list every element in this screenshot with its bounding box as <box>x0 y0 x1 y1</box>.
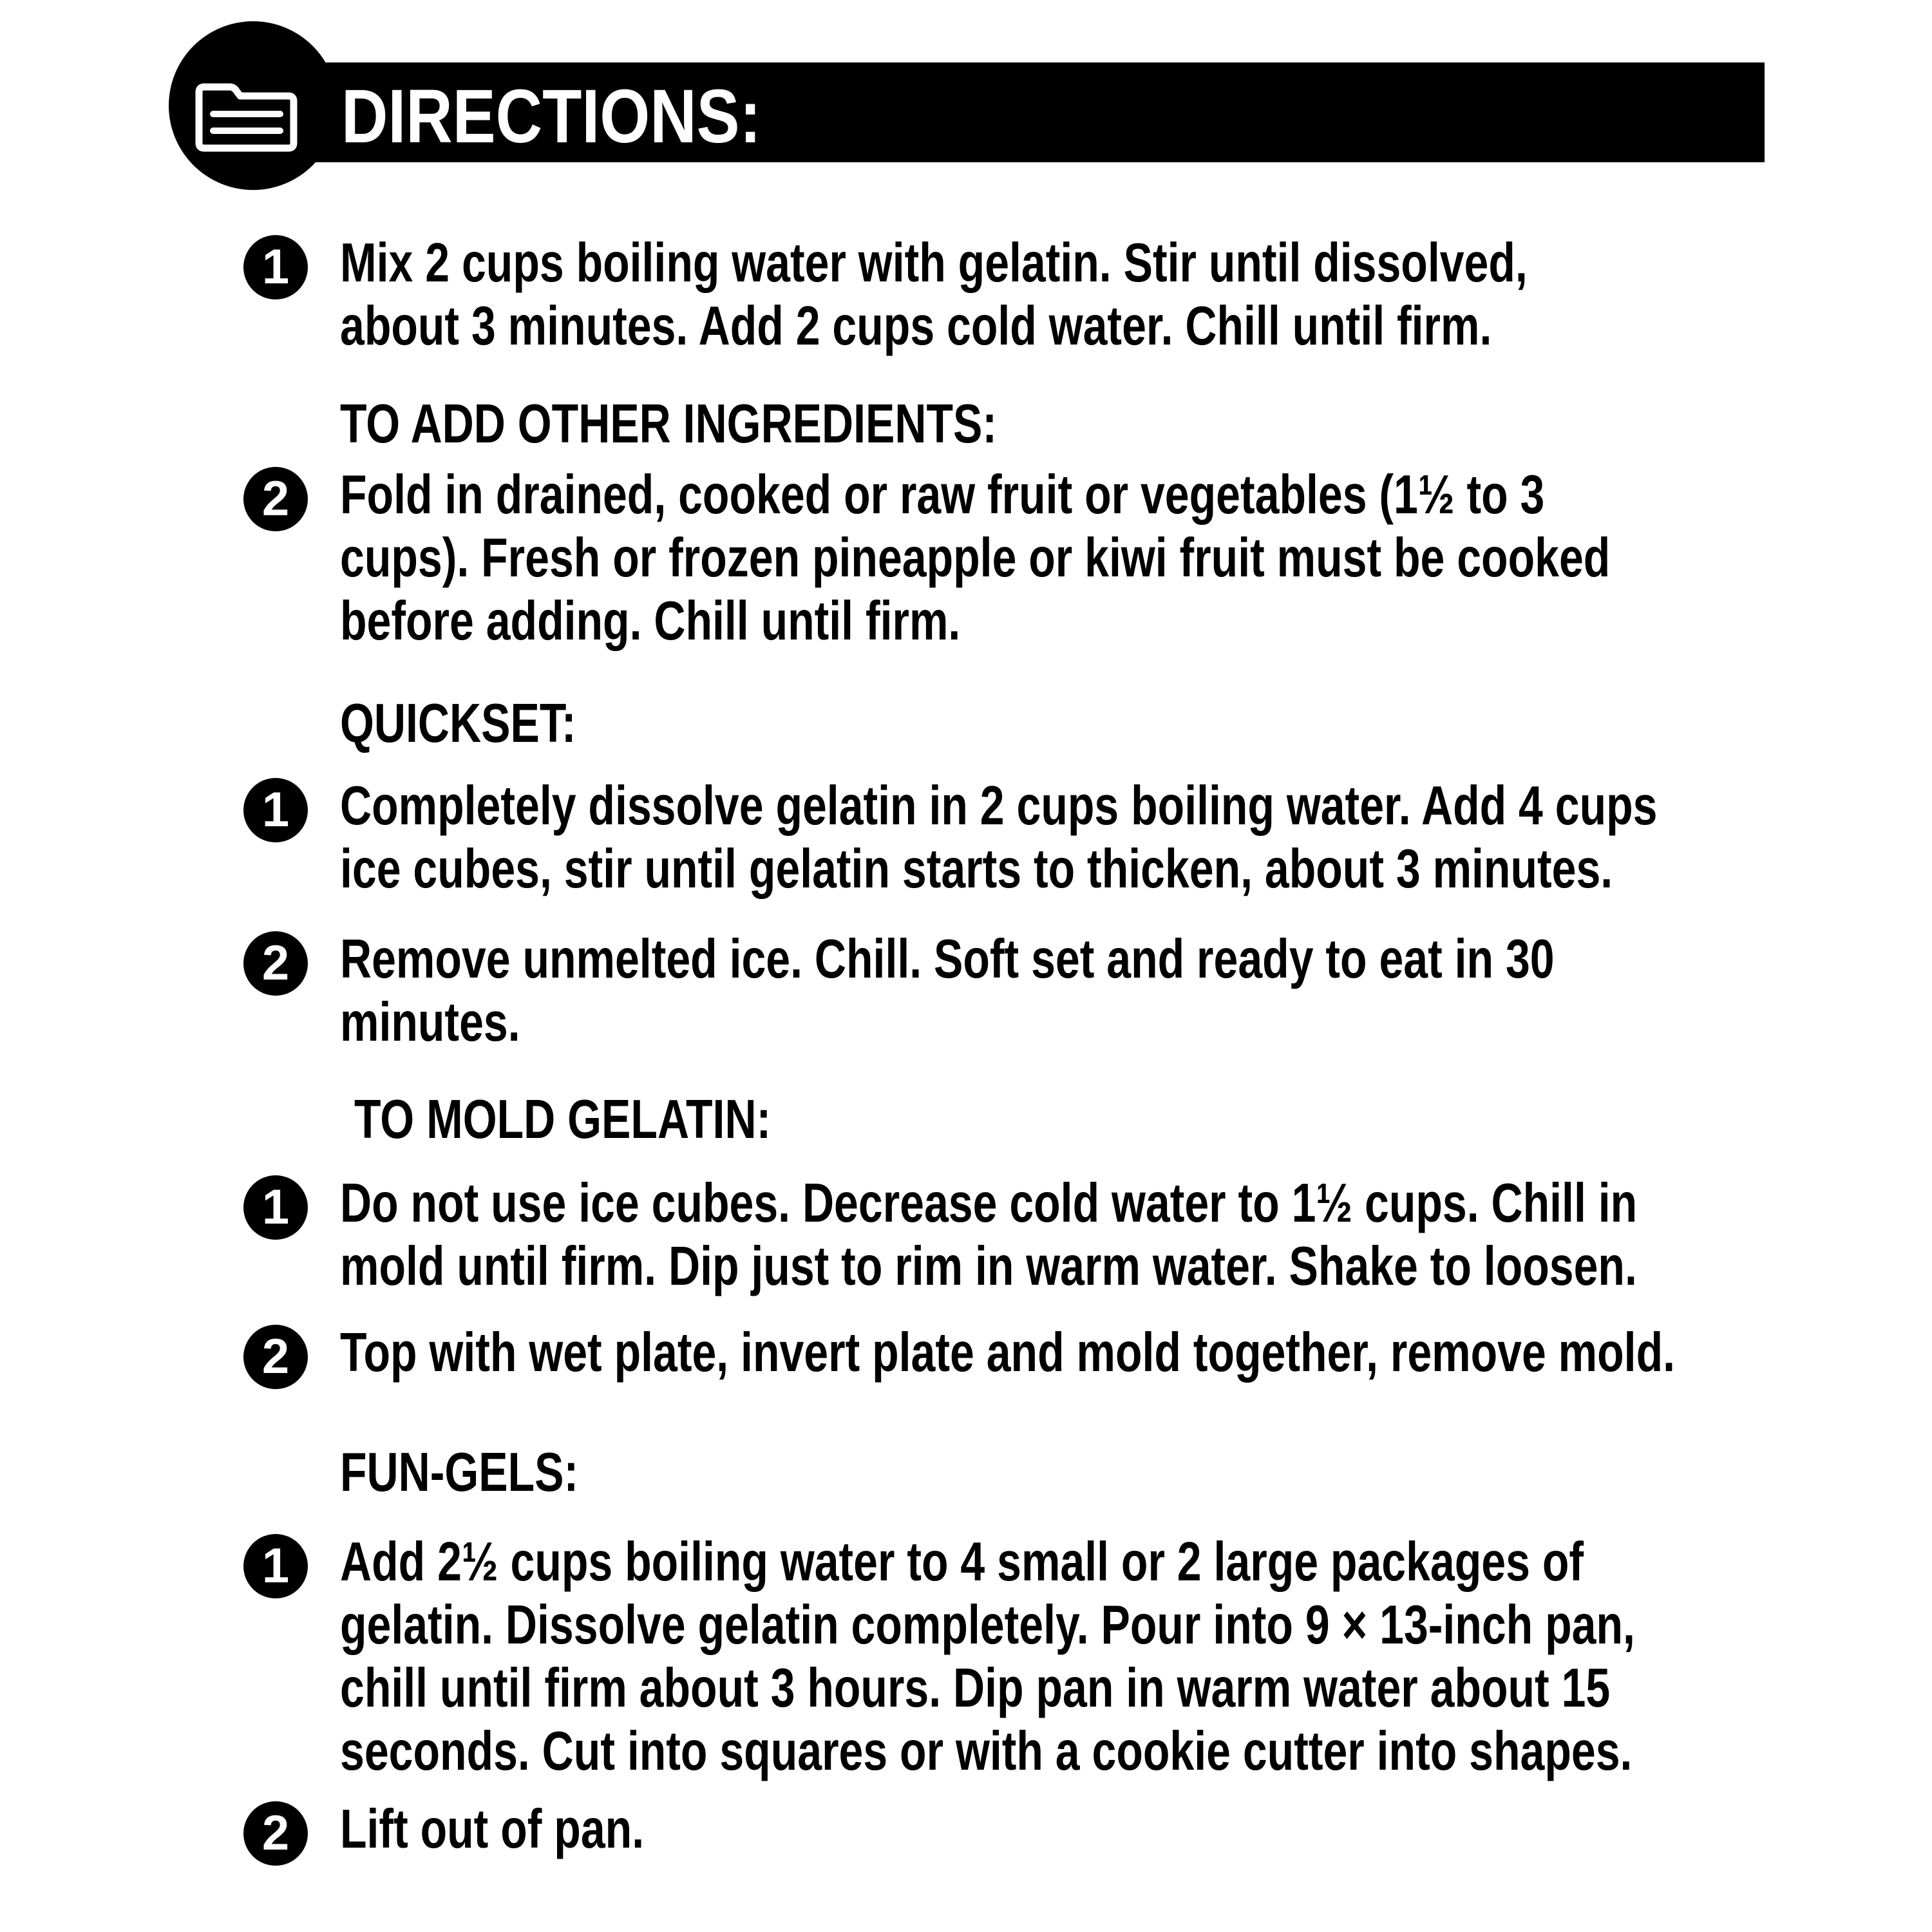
step-number-1: 1 <box>243 235 308 299</box>
text-line: Remove unmelted ice. Chill. Soft set and ready to eat in 30 <box>340 929 1555 990</box>
text-line: about 3 minutes. Add 2 cups cold water. Chill until firm. <box>340 296 1492 357</box>
section-heading-other-ingredients: TO ADD OTHER INGREDIENTS: <box>340 393 998 455</box>
text-line: gelatin. Dissolve gelatin completely. Pour into 9 × 13-inch pan, <box>340 1595 1635 1656</box>
mold-step-1 <box>340 1172 1814 1298</box>
mold-step-2 <box>340 1321 1814 1385</box>
text-line: Fold in drained, cooked or raw fruit or vegetables (1½ to 3 <box>340 464 1545 526</box>
directions-title: DIRECTIONS: <box>341 74 761 159</box>
text-line: cups). Fresh or frozen pineapple or kiwi fruit must be cooked <box>340 527 1611 589</box>
fun-gels-step-1 <box>340 1531 1814 1783</box>
step-number-2: 2 <box>243 931 308 996</box>
text-line: Mix 2 cups boiling water with gelatin. Stir until dissolved, <box>340 232 1528 294</box>
text-line: before adding. Chill until firm. <box>340 591 961 652</box>
text-line: mold until firm. Dip just to rim in warm water. Shake to loosen. <box>340 1236 1637 1297</box>
step-number-1: 1 <box>243 1175 308 1240</box>
document-icon <box>190 80 303 155</box>
fun-gels-step-2 <box>340 1798 1814 1861</box>
text-line: Lift out of pan. <box>340 1799 645 1860</box>
text-line: Add 2½ cups boiling water to 4 small or 2 large packages of <box>340 1531 1584 1593</box>
text-line: minutes. <box>340 992 520 1053</box>
section-heading-quickset: QUICKSET: <box>340 693 576 754</box>
text-line: Do not use ice cubes. Decrease cold water to 1½ cups. Chill in <box>340 1173 1638 1234</box>
step-number-2: 2 <box>243 467 308 531</box>
text-line: Completely dissolve gelatin in 2 cups boiling water. Add 4 cups <box>340 775 1658 837</box>
basic-step-1 <box>340 232 1814 358</box>
step-number-2: 2 <box>243 1325 308 1389</box>
quickset-step-1 <box>340 775 1814 901</box>
text-line: chill until firm about 3 hours. Dip pan in warm water about 15 <box>340 1658 1611 1719</box>
text-line: ice cubes, stir until gelatin starts to thicken, about 3 minutes. <box>340 838 1613 900</box>
other-ingredients-step-2 <box>340 464 1814 653</box>
step-number-1: 1 <box>243 1534 308 1598</box>
section-heading-fun-gels: FUN-GELS: <box>340 1442 579 1503</box>
step-number-2: 2 <box>243 1801 308 1866</box>
text-line: Top with wet plate, invert plate and mold together, remove mold. <box>340 1322 1676 1383</box>
quickset-step-2 <box>340 928 1814 1054</box>
text-line: seconds. Cut into squares or with a cookie cutter into shapes. <box>340 1721 1633 1782</box>
section-heading-mold-gelatin: TO MOLD GELATIN: <box>354 1089 772 1150</box>
step-number-1: 1 <box>243 778 308 842</box>
